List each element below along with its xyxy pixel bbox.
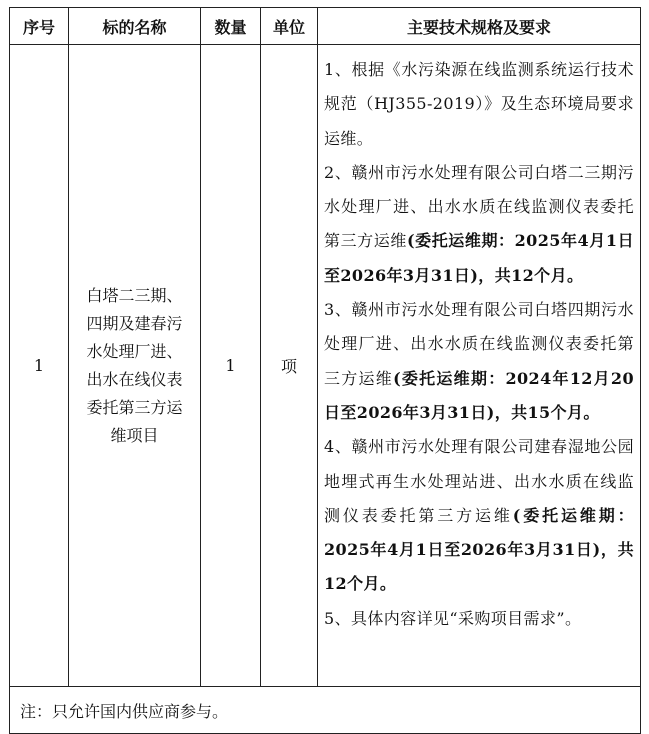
- table-header-row: [10, 8, 641, 45]
- requirement-item-3: [324, 293, 634, 430]
- header-name: 标的名称: [69, 8, 201, 45]
- header-no: 序号: [10, 8, 69, 45]
- requirement-text: 1、根据《水污染源在线监测系统运行技术规范（HJ355-2019）》及生态环境局要求运维。: [324, 60, 634, 148]
- requirement-item-5: [324, 602, 634, 636]
- requirement-text: 2、赣州市污水处理有限公司白塔二三期污水处理厂进、出水水质在线监测仪表委托第三方运维: [324, 162, 634, 251]
- table-row: [10, 45, 641, 687]
- header-unit: 单位: [261, 8, 318, 45]
- header-qty: 数量: [201, 8, 261, 45]
- note-row: [10, 687, 641, 734]
- requirement-period: (委托运维期：2025年4月1日至2026年3月31日)，共12个月。: [324, 231, 634, 285]
- requirement-text: 5、具体内容详见“采购项目需求”。: [324, 608, 582, 628]
- requirement-text: 3、赣州市污水处理有限公司白塔四期污水处理厂进、出水水质在线监测仪表委托第三方运维: [324, 300, 634, 388]
- row-requirements: [318, 45, 641, 687]
- requirement-period: (委托运维期：2025年4月1日至2026年3月31日)，共12个月。: [324, 505, 634, 594]
- row-no: 1: [10, 45, 69, 687]
- requirement-text: 4、赣州市污水处理有限公司建春湿地公园地埋式再生水处理站进、出水水质在线监测仪表委托第三方运维: [324, 437, 634, 525]
- row-name: 白塔二三期、四期及建春污水处理厂进、出水在线仪表委托第三方运维项目: [69, 45, 201, 687]
- row-qty: 1: [201, 45, 261, 687]
- requirement-item-1: [324, 53, 634, 156]
- requirement-period: (委托运维期：2024年12月20日至2026年3月31日)，共15个月。: [324, 368, 634, 422]
- row-unit: 项: [261, 45, 318, 687]
- requirement-item-4: [324, 430, 634, 601]
- requirement-item-2: [324, 156, 634, 293]
- header-spec: 主要技术规格及要求: [318, 8, 641, 45]
- procurement-table: [9, 7, 641, 734]
- note-text: 注：只允许国内供应商参与。: [10, 687, 641, 734]
